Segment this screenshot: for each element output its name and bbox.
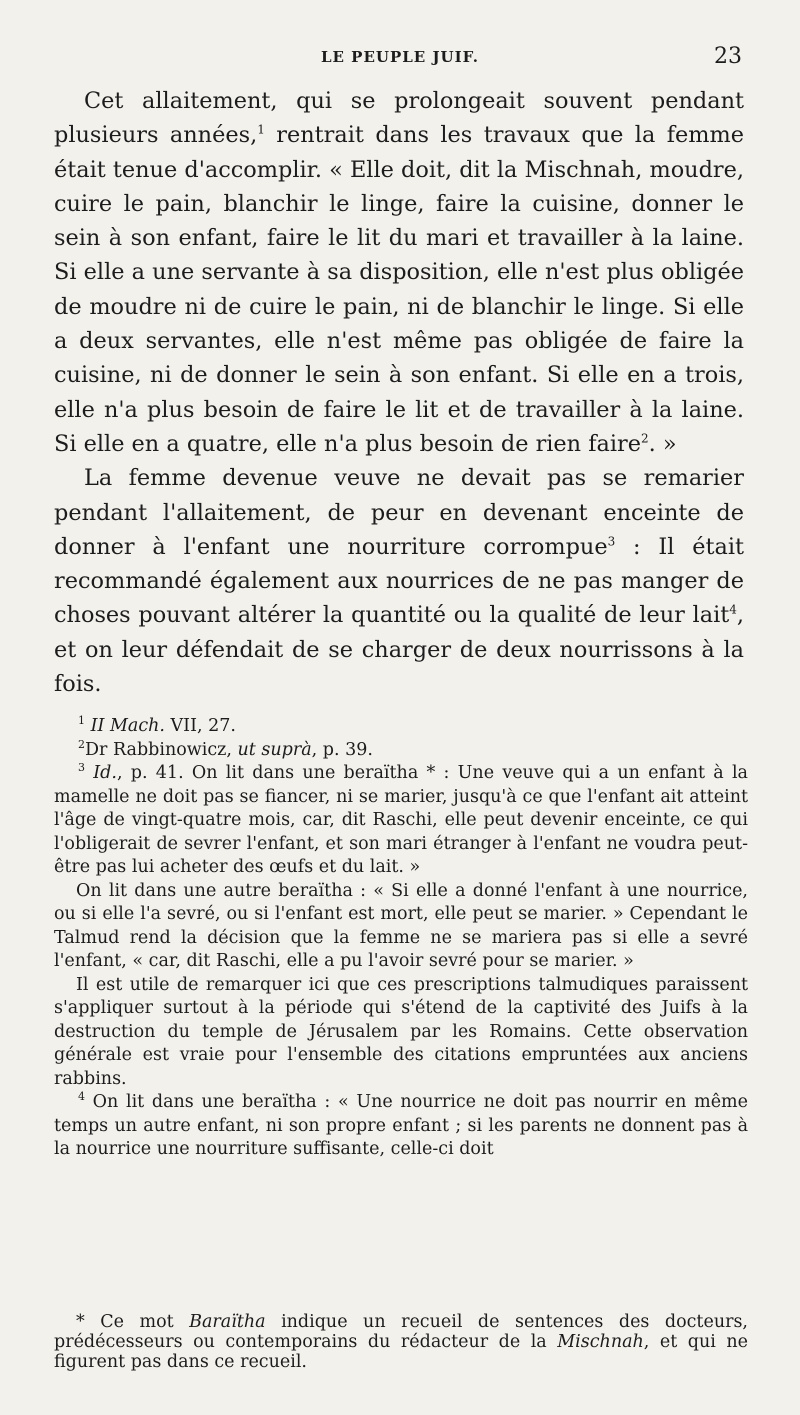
- footnote-ref-1: 1: [257, 122, 265, 137]
- footnote-ref-3: 3: [607, 534, 616, 549]
- footnotes: [54, 715, 748, 1162]
- footnote-3: $^3$ Id., p. 41. On lit dans une beraïtha * : Une veuve qui a un enfant à la mamelle ne doit pas se fiancer, ni se marier, jusqu'à ce que l'enfant ait atteint l'âge de vingt-quatre mois, car, dit Raschi, elle peut devenir enceinte, ce qui l'obligerait de sevrer l'enfant, et son mari étranger à l'enfant ne voudra peut-être pas lui acheter des œufs et du lait. »: [54, 761, 748, 877]
- footnote-3-continued: On lit dans une autre beraïtha : « Si elle a donné l'enfant à une nourrice, ou si elle l'a sevré, ou si l'enfant est mort, elle peut se marier. » Cependant le Talmud rend la décision que la femme ne se mariera pas si elle a sevré l'enfant, « car, dit Raschi, elle a pu l'avoir sevré pour se marier. »: [54, 880, 748, 971]
- paragraph-veuve: La femme devenue veuve ne devait pas se remarier pendant l'allaitement, de peur en devenant enceinte de donner à l'enfant une nourriture corrompue$^3$ : Il était recommandé également aux nourrices de ne pas manger de choses pouvant altérer la quantité ou la qualité de leur lait$^4$, et on leur défendait de se charger de deux nourrissons à la fois.: [54, 465, 744, 698]
- footnote-1: $^1$ II Mach. VII, 27.: [78, 714, 236, 736]
- footnote-2: $^2$Dr Rabbinowicz, ut suprà, p. 39.: [78, 737, 373, 760]
- running-head: LE PEUPLE JUIF.: [320, 48, 480, 66]
- paragraph-allaitement: Cet allaitement, qui se prolongeait souvent pendant plusieurs années,$^1$ rentrait dans les travaux que la femme était tenue d'accomplir. « Elle doit, dit la Mischnah, moudre, cuire le pain, blanchir le linge, faire la cuisine, donner le sein à son enfant, faire le lit du mari et travailler à la laine. Si elle a une servante à sa disposition, elle n'est plus obligée de moudre ni de cuire le pain, ni de blanchir le linge. Si elle a deux servantes, elle n'est même pas obligée de faire la cuisine, ni de donner le sein à son enfant. Si elle en a trois, elle n'a plus besoin de faire le lit et de travailler à la laine. Si elle en a quatre, elle n'a plus besoin de rien faire$^2$. »: [54, 88, 745, 457]
- translator-note: * Ce mot Baraïtha indique un recueil de sentences des docteurs, prédécesseurs ou contemporains du rédacteur de la Mischnah, et qui ne figurent pas dans ce recueil.: [54, 1312, 749, 1372]
- footnote-ref-2: 2: [640, 431, 649, 446]
- page-number: 23: [714, 44, 742, 69]
- page-header: [0, 44, 800, 74]
- footnote-4: $^4$ On lit dans une beraïtha : « Une nourrice ne doit pas nourrir en même temps un autre enfant, ni son propre enfant ; si les parents ne donnent pas à la nourrice une nourriture suffisante, celle-ci doit: [54, 1090, 748, 1159]
- footnote-3-remark: Il est utile de remarquer ici que ces prescriptions talmudiques paraissent s'appliquer surtout à la période qui s'étend de la captivité des Juifs à la destruction du temple de Jérusalem par les Romains. Cette observation générale est vraie pour l'ensemble des citations empruntées aux anciens rabbins.: [54, 974, 748, 1089]
- main-text: [54, 84, 744, 701]
- footnote-ref-4: 4: [729, 602, 737, 617]
